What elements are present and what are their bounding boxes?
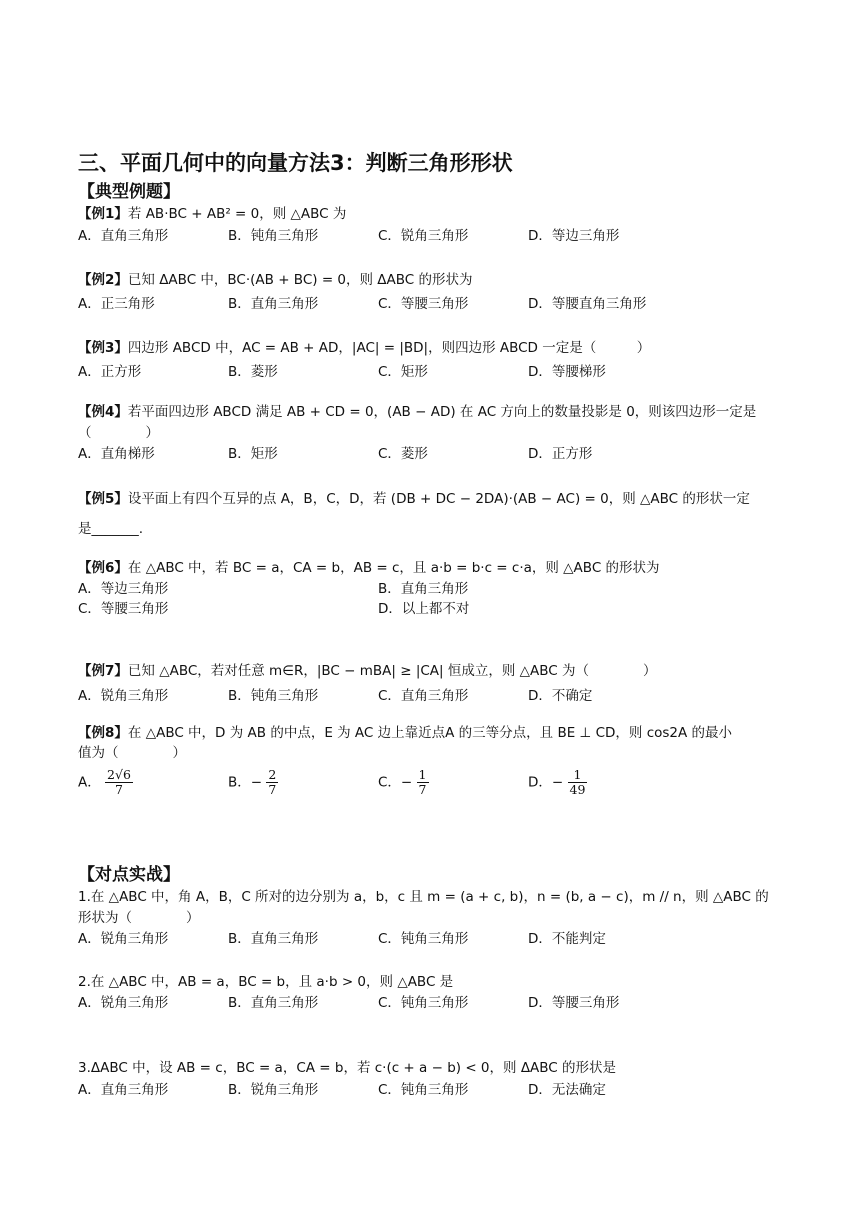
example-2-option-c[interactable]: C．等腰三角形	[378, 296, 469, 312]
example-label: 【例5】	[78, 491, 128, 507]
example-2-option-d[interactable]: D．等腰直角三角形	[528, 296, 647, 312]
example-8-option-b[interactable]	[228, 768, 278, 797]
denominator: 7	[268, 782, 277, 797]
practice-2-question	[78, 973, 453, 991]
practice-2-option-a[interactable]: A．锐角三角形	[78, 995, 169, 1011]
fraction	[266, 768, 278, 797]
example-3-option-b[interactable]: B．菱形	[228, 364, 278, 380]
example-label: 【例8】	[78, 725, 128, 741]
practice-3-option-c[interactable]: C．钝角三角形	[378, 1082, 469, 1098]
option-letter: D．−	[528, 774, 564, 791]
denominator: 49	[569, 782, 586, 797]
practice-3-option-a[interactable]: A．直角三角形	[78, 1082, 169, 1098]
option-letter: A．	[78, 774, 101, 791]
question-text: 已知 ΔABC 中，BC·(AB + BC) = 0，则 ΔABC 的形状为	[127, 272, 473, 288]
numerator: 2√6	[107, 767, 131, 782]
practice-1-option-c[interactable]: C．钝角三角形	[378, 931, 469, 947]
example-3-option-a[interactable]: A．正方形	[78, 364, 142, 380]
fraction	[105, 768, 133, 797]
example-1-question	[78, 205, 346, 223]
question-text: 若平面四边形 ABCD 满足 AB + CD = 0，(AB − AD) 在 AC 方向上的数量投影是 0，则该四边形一定是	[127, 404, 757, 420]
example-1-option-c[interactable]: C．锐角三角形	[378, 228, 469, 244]
practice-1-option-d[interactable]: D．不能判定	[528, 931, 606, 947]
question-text: 在 △ABC 中，角 A，B，C 所对的边分别为 a，b，c 且 m = (a + c, b)，n = (b, a − c)，m // n，则 △ABC 的	[90, 889, 769, 905]
section-heading-practice: 【对点实战】	[78, 865, 180, 885]
practice-2-option-b[interactable]: B．直角三角形	[228, 995, 319, 1011]
numerator: 1	[568, 768, 588, 783]
example-6-option-b[interactable]: B．直角三角形	[378, 581, 469, 597]
practice-1-question	[78, 888, 769, 906]
example-1-option-d[interactable]: D．等边三角形	[528, 228, 620, 244]
example-4-option-a[interactable]: A．直角梯形	[78, 446, 155, 462]
example-3-question	[78, 339, 650, 357]
example-label: 【例6】	[78, 560, 128, 576]
practice-1-option-b[interactable]: B．直角三角形	[228, 931, 319, 947]
option-letter: C．−	[378, 774, 413, 791]
fraction	[417, 768, 429, 797]
question-text: 设平面上有四个互异的点 A，B，C，D，若 (DB + DC − 2DA)·(AB − AC) = 0，则 △ABC 的形状一定	[127, 491, 750, 507]
example-8-option-d[interactable]	[528, 768, 587, 797]
fraction	[568, 768, 588, 797]
practice-label: 2.	[78, 974, 91, 990]
example-6-option-d[interactable]: D．以上都不对	[378, 601, 470, 617]
practice-label: 1.	[78, 889, 91, 905]
example-5-question	[78, 490, 750, 508]
example-2-question	[78, 271, 473, 289]
denominator: 7	[115, 782, 123, 797]
practice-1-question-cont: 形状为（ ）	[78, 910, 200, 926]
example-label: 【例2】	[78, 272, 128, 288]
example-3-option-c[interactable]: C．矩形	[378, 364, 428, 380]
question-text: 在 △ABC 中，若 BC = a，CA = b，AB = c，且 a·b = b·c = c·a，则 △ABC 的形状为	[127, 560, 660, 576]
practice-3-option-d[interactable]: D．无法确定	[528, 1082, 606, 1098]
practice-2-option-d[interactable]: D．等腰三角形	[528, 995, 620, 1011]
example-8-option-a[interactable]	[78, 768, 133, 797]
example-5-question-cont: 是_______.	[78, 521, 144, 537]
example-4-option-c[interactable]: C．菱形	[378, 446, 428, 462]
example-label: 【例1】	[78, 206, 128, 222]
example-label: 【例4】	[78, 404, 128, 420]
example-label: 【例3】	[78, 340, 128, 356]
practice-1-option-a[interactable]: A．锐角三角形	[78, 931, 169, 947]
question-text: 在 △ABC 中，D 为 AB 的中点，E 为 AC 边上靠近点A 的三等分点，且 BE ⊥ CD，则 cos2A 的最小	[127, 725, 733, 741]
question-text: 在 △ABC 中，AB = a，BC = b，且 a·b > 0，则 △ABC 是	[90, 974, 454, 990]
practice-3-option-b[interactable]: B．锐角三角形	[228, 1082, 319, 1098]
page-title: 三、平面几何中的向量方法3：判断三角形形状	[78, 151, 513, 175]
option-letter: B．−	[228, 774, 263, 791]
question-text: 若 AB·BC + AB² = 0，则 △ABC 为	[127, 206, 347, 222]
example-label: 【例7】	[78, 663, 128, 679]
example-1-option-b[interactable]: B．钝角三角形	[228, 228, 319, 244]
example-7-option-b[interactable]: B．钝角三角形	[228, 688, 319, 704]
example-6-option-a[interactable]: A．等边三角形	[78, 581, 169, 597]
example-3-option-d[interactable]: D．等腰梯形	[528, 364, 606, 380]
practice-3-question	[78, 1059, 616, 1077]
example-1-option-a[interactable]: A．直角三角形	[78, 228, 169, 244]
numerator: 1	[418, 767, 427, 782]
practice-label: 3.	[78, 1060, 91, 1076]
question-text: 四边形 ABCD 中，AC = AB + AD，|AC| = |BD|，则四边形 ABCD 一定是（ ）	[127, 340, 651, 356]
example-7-option-a[interactable]: A．锐角三角形	[78, 688, 169, 704]
example-2-option-a[interactable]: A．正三角形	[78, 296, 155, 312]
example-6-question	[78, 559, 660, 577]
question-text: 已知 △ABC，若对任意 m∈R，|BC − mBA| ≥ |CA| 恒成立，则 △ABC 为（ ）	[127, 663, 657, 679]
example-4-option-d[interactable]: D．正方形	[528, 446, 593, 462]
example-4-question-cont: （ ）	[78, 425, 159, 441]
practice-2-option-c[interactable]: C．钝角三角形	[378, 995, 469, 1011]
example-6-option-c[interactable]: C．等腰三角形	[78, 601, 169, 617]
section-heading-examples: 【典型例题】	[78, 182, 180, 202]
example-7-question	[78, 662, 657, 680]
example-8-question-cont: 值为（ ）	[78, 745, 186, 761]
example-4-option-b[interactable]: B．矩形	[228, 446, 278, 462]
question-text: ΔABC 中，设 AB = c，BC = a，CA = b，若 c·(c + a − b) < 0，则 ΔABC 的形状是	[90, 1060, 617, 1076]
denominator: 7	[418, 782, 427, 797]
example-8-option-c[interactable]	[378, 768, 429, 797]
example-7-option-d[interactable]: D．不确定	[528, 688, 593, 704]
example-8-question	[78, 724, 732, 742]
example-4-question	[78, 403, 756, 421]
example-2-option-b[interactable]: B．直角三角形	[228, 296, 319, 312]
numerator: 2	[268, 767, 277, 782]
example-7-option-c[interactable]: C．直角三角形	[378, 688, 469, 704]
